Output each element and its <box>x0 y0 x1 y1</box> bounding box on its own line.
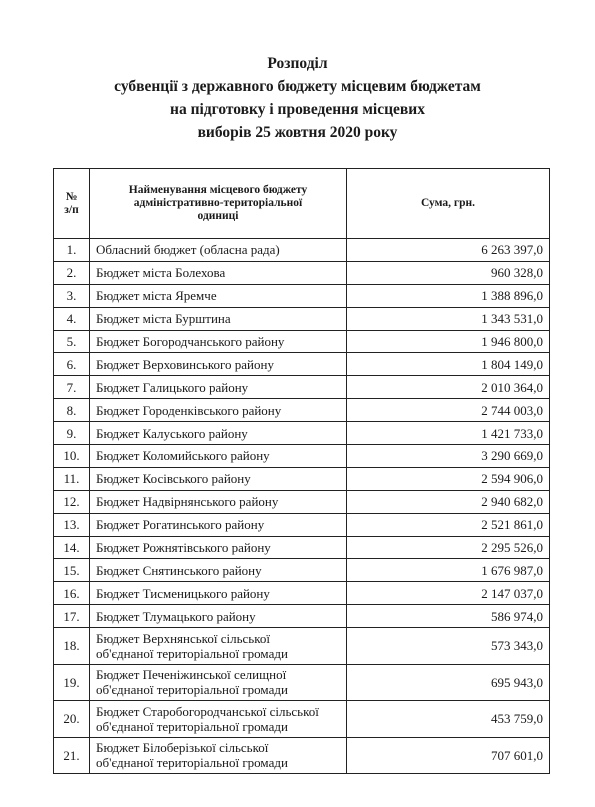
row-budget-name <box>90 737 347 774</box>
row-budget-name <box>90 376 347 399</box>
row-sum: 1 343 531,0 <box>347 307 550 330</box>
row-number: 2. <box>54 261 90 284</box>
row-number: 7. <box>54 376 90 399</box>
row-number: 14. <box>54 536 90 559</box>
row-budget-name <box>90 239 347 262</box>
row-budget-name <box>90 559 347 582</box>
row-sum: 2 594 906,0 <box>347 467 550 490</box>
header-number <box>54 169 90 239</box>
row-budget-name <box>90 445 347 468</box>
row-sum: 707 601,0 <box>347 737 550 774</box>
table-row <box>54 261 550 284</box>
table-row <box>54 376 550 399</box>
row-number: 1. <box>54 239 90 262</box>
budget-name-line-1: Бюджет Косівського району <box>96 471 251 487</box>
row-sum: 2 295 526,0 <box>347 536 550 559</box>
row-budget-name <box>90 467 347 490</box>
row-sum: 3 290 669,0 <box>347 445 550 468</box>
row-number: 20. <box>54 701 90 738</box>
row-budget-name <box>90 628 347 665</box>
budget-name-line-1: Бюджет Галицького району <box>96 379 249 395</box>
budget-name-line-2: об'єднаної територіальної громади <box>96 645 288 661</box>
budget-distribution-table <box>53 168 550 774</box>
row-budget-name <box>90 261 347 284</box>
budget-name-line-1: Бюджет Городенківського району <box>96 402 282 418</box>
header-name-line-2: адміністративно-територіальної <box>133 197 303 209</box>
budget-name-line-1: Бюджет Коломийського району <box>96 448 270 464</box>
row-sum: 1 804 149,0 <box>347 353 550 376</box>
budget-name-line-1: Бюджет Верхнянської сільської <box>96 630 270 646</box>
row-sum: 6 263 397,0 <box>347 239 550 262</box>
table-row <box>54 536 550 559</box>
row-number: 3. <box>54 284 90 307</box>
header-number-line-1: № <box>65 190 78 203</box>
row-sum: 1 421 733,0 <box>347 422 550 445</box>
budget-name-line-1: Бюджет Печеніжинської селищної <box>96 667 287 683</box>
table-row <box>54 307 550 330</box>
row-sum: 1 388 896,0 <box>347 284 550 307</box>
table-row <box>54 239 550 262</box>
table-row <box>54 445 550 468</box>
table-header-row <box>54 169 550 239</box>
budget-name-line-1: Обласний бюджет (обласна рада) <box>96 242 280 258</box>
header-number-line-2: з/п <box>64 203 79 216</box>
header-name-line-3: одиниці <box>197 210 239 222</box>
budget-name-line-2: об'єднаної територіальної громади <box>96 755 288 771</box>
budget-name-line-1: Бюджет Калуського району <box>96 425 248 441</box>
row-number: 9. <box>54 422 90 445</box>
row-sum: 1 676 987,0 <box>347 559 550 582</box>
row-number: 13. <box>54 513 90 536</box>
budget-name-line-1: Бюджет Білоберізької сільської <box>96 740 269 756</box>
row-number: 6. <box>54 353 90 376</box>
table-row <box>54 353 550 376</box>
row-number: 19. <box>54 664 90 701</box>
row-sum: 1 946 800,0 <box>347 330 550 353</box>
budget-name-line-1: Бюджет Верховинського району <box>96 356 274 372</box>
row-budget-name <box>90 307 347 330</box>
table-row <box>54 330 550 353</box>
row-number: 8. <box>54 399 90 422</box>
title-line-2: субвенції з державного бюджету місцевим бюджетам <box>114 78 481 95</box>
title-line-1: Розподіл <box>267 55 328 72</box>
table-row <box>54 559 550 582</box>
row-budget-name <box>90 422 347 445</box>
header-name-line-1: Найменування місцевого бюджету <box>128 184 308 196</box>
table-row <box>54 490 550 513</box>
row-number: 21. <box>54 737 90 774</box>
table-row <box>54 701 550 738</box>
row-budget-name <box>90 536 347 559</box>
table-row <box>54 582 550 605</box>
table-row <box>54 605 550 628</box>
row-number: 11. <box>54 467 90 490</box>
row-sum: 2 521 861,0 <box>347 513 550 536</box>
row-sum: 2 010 364,0 <box>347 376 550 399</box>
budget-name-line-1: Бюджет Тисменицького району <box>96 585 270 601</box>
row-budget-name <box>90 701 347 738</box>
budget-name-line-1: Бюджет Старобогородчанської сільської <box>96 703 319 719</box>
row-budget-name <box>90 353 347 376</box>
budget-name-line-1: Бюджет Рогатинського району <box>96 517 265 533</box>
table-row <box>54 422 550 445</box>
row-number: 5. <box>54 330 90 353</box>
row-budget-name <box>90 513 347 536</box>
document-title <box>0 52 595 144</box>
table-row <box>54 737 550 774</box>
row-number: 12. <box>54 490 90 513</box>
title-line-4: виборів 25 жовтня 2020 року <box>197 124 398 141</box>
row-number: 15. <box>54 559 90 582</box>
row-sum: 2 940 682,0 <box>347 490 550 513</box>
budget-name-line-1: Бюджет Богородчанського району <box>96 334 285 349</box>
header-name <box>90 169 347 239</box>
budget-name-line-2: об'єднаної територіальної громади <box>96 718 288 734</box>
budget-name-line-1: Бюджет міста Болехова <box>96 265 226 281</box>
row-number: 4. <box>54 307 90 330</box>
row-sum: 2 744 003,0 <box>347 399 550 422</box>
row-budget-name <box>90 399 347 422</box>
row-sum: 695 943,0 <box>347 664 550 701</box>
table-row <box>54 513 550 536</box>
row-budget-name <box>90 284 347 307</box>
budget-name-line-1: Бюджет міста Бурштина <box>96 311 231 327</box>
row-number: 10. <box>54 445 90 468</box>
row-sum: 586 974,0 <box>347 605 550 628</box>
row-budget-name <box>90 582 347 605</box>
row-sum: 453 759,0 <box>347 701 550 738</box>
table-row <box>54 284 550 307</box>
row-budget-name <box>90 605 347 628</box>
budget-name-line-1: Бюджет Рожнятівського району <box>96 540 271 556</box>
row-budget-name <box>90 490 347 513</box>
budget-name-line-2: об'єднаної територіальної громади <box>96 682 288 698</box>
table-row <box>54 664 550 701</box>
row-budget-name <box>90 330 347 353</box>
row-sum: 960 328,0 <box>347 261 550 284</box>
row-number: 16. <box>54 582 90 605</box>
budget-name-line-1: Бюджет Снятинського району <box>96 562 262 578</box>
budget-name-line-1: Бюджет Надвірнянського району <box>96 494 279 510</box>
budget-name-line-1: Бюджет міста Яремче <box>96 288 217 304</box>
row-budget-name <box>90 664 347 701</box>
row-sum: 573 343,0 <box>347 628 550 665</box>
row-number: 17. <box>54 605 90 628</box>
table-row <box>54 399 550 422</box>
row-number: 18. <box>54 628 90 665</box>
row-sum: 2 147 037,0 <box>347 582 550 605</box>
table-row <box>54 467 550 490</box>
header-sum: Сума, грн. <box>347 169 550 239</box>
budget-name-line-1: Бюджет Тлумацького району <box>96 608 256 624</box>
title-line-3: на підготовку і проведення місцевих <box>170 101 425 118</box>
table-row <box>54 628 550 665</box>
